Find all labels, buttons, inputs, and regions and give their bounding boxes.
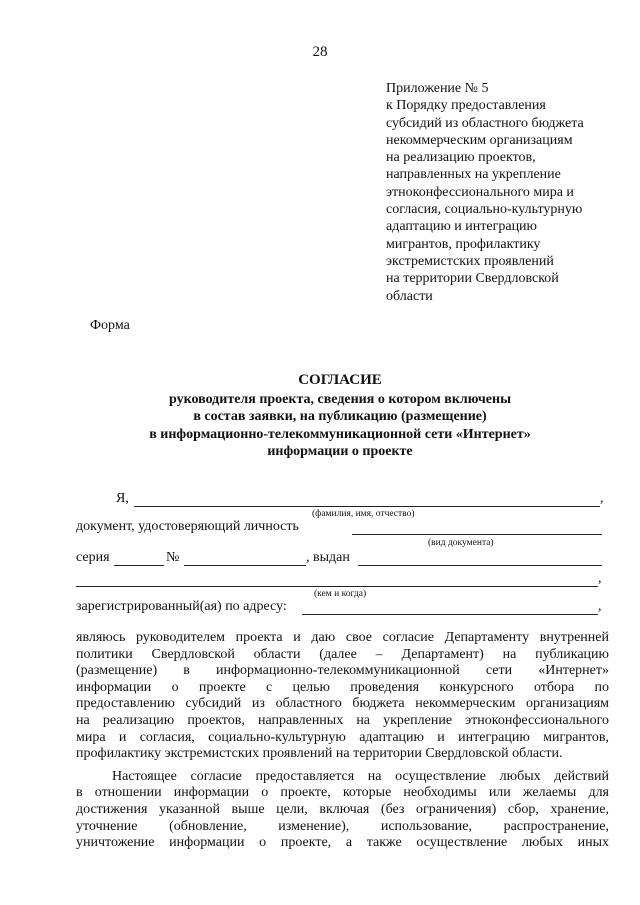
- form-label: Форма: [90, 318, 130, 333]
- address-label: зарегистрированный(ая) по адресу:: [76, 599, 287, 614]
- appendix-line: этноконфессионального мира и: [386, 184, 574, 200]
- consent-body: [76, 630, 609, 852]
- comma: ,: [600, 491, 604, 506]
- appendix-header: [386, 80, 626, 305]
- address-row: [76, 599, 606, 617]
- document-type-hint: (вид документа): [428, 538, 494, 548]
- title-line: в состав заявки, на публикацию (размещение): [193, 409, 487, 424]
- name-row: [76, 491, 606, 509]
- title-line: в информационно-телекоммуникационной сети «Интернет»: [149, 426, 531, 442]
- appendix-line: мигрантов, профилактику: [386, 236, 541, 252]
- full-name-hint: (фамилия, имя, отчество): [312, 509, 415, 519]
- appendix-line: некоммерческим организациям: [386, 132, 573, 148]
- document-title: [60, 372, 620, 461]
- text-line: Настоящее согласие предоставляется на осуществление любых действий: [112, 768, 609, 784]
- series-field[interactable]: [114, 565, 164, 566]
- title-main: СОГЛАСИЕ: [298, 372, 382, 388]
- text-line: уничтожение информации о проекте, а также осуществление любых иных: [76, 835, 609, 851]
- issued-field[interactable]: [358, 565, 602, 566]
- consent-paragraph-1: [76, 630, 609, 763]
- text-line: политики Свердловской области (далее – Департамент) на публикацию: [76, 646, 609, 662]
- text-line: (размещение) в информационно-телекоммуникационной сети «Интернет»: [76, 663, 609, 679]
- text-line: уточнение (обновление, изменение), использование, распространение,: [76, 818, 609, 834]
- i-label: Я,: [116, 491, 129, 506]
- comma: ,: [598, 599, 602, 614]
- page-number: 28: [312, 44, 328, 60]
- appendix-line: на территории Свердловской: [386, 271, 559, 287]
- appendix-line: согласия, социально-культурную: [386, 202, 583, 218]
- issued-by-field[interactable]: [76, 586, 598, 587]
- appendix-line: субсидий из областного бюджета: [386, 115, 584, 131]
- appendix-line: области: [386, 288, 433, 304]
- appendix-line: Приложение № 5: [386, 81, 489, 96]
- appendix-line: адаптацию и интеграцию: [386, 219, 538, 235]
- address-field[interactable]: [302, 614, 598, 615]
- document-row: [76, 519, 606, 537]
- number-label: №: [166, 550, 180, 565]
- appendix-line: экстремистских проявлений: [386, 253, 554, 269]
- appendix-line: на реализацию проектов,: [386, 150, 536, 166]
- full-name-field[interactable]: [134, 506, 600, 507]
- consent-paragraph-2: [76, 769, 609, 852]
- document-label: документ, удостоверяющий личность: [76, 519, 299, 534]
- text-line: информации о проекте с целью проведения конкурсного отбора по: [76, 679, 609, 695]
- text-line: предоставлению субсидий из областного бюджета некоммерческим организациям: [76, 696, 609, 712]
- title-line: информации о проекте: [267, 444, 413, 459]
- document-type-field[interactable]: [352, 534, 602, 535]
- appendix-line: к Порядку предоставления: [386, 98, 546, 114]
- text-line: достижения указанной выше цели, включая (без ограничения) сбор, хранение,: [76, 801, 609, 817]
- issued-by-hint: (кем и когда): [314, 589, 367, 599]
- text-line: мира и согласия, социально-культурную адаптацию и интеграцию мигрантов,: [76, 729, 609, 745]
- appendix-line: направленных на укрепление: [386, 167, 561, 183]
- text-line: в отношении информации о проекте, которые необходимы или желаемы для: [76, 785, 609, 801]
- comma: ,: [598, 571, 602, 586]
- text-line: профилактику экстремистских проявлений на территории Свердловской области.: [76, 746, 563, 762]
- issued-label: , выдан: [306, 550, 350, 565]
- title-line: руководителя проекта, сведения о котором включены: [168, 391, 512, 407]
- series-label: серия: [76, 550, 110, 565]
- series-row: [76, 550, 606, 568]
- text-line: на реализацию проектов, направленных на укрепление этноконфессионального: [76, 712, 609, 728]
- number-field[interactable]: [184, 565, 306, 566]
- issued-continued-row: [76, 571, 606, 589]
- text-line: являюсь руководителем проекта и даю свое согласие Департаменту внутренней: [76, 630, 609, 645]
